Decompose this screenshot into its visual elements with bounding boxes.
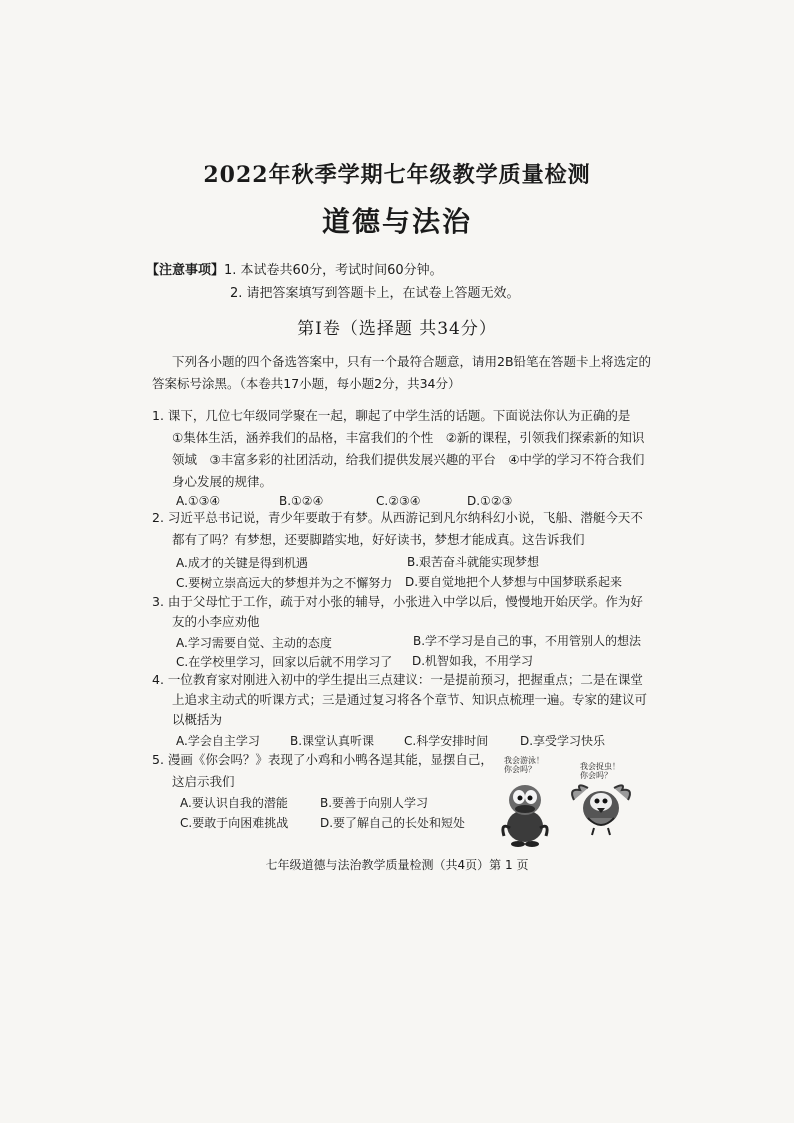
instruction-line-2: 答案标号涂黑。（本卷共17小题，每小题2分，共34分） bbox=[152, 376, 461, 391]
question-4-line-3: 以概括为 bbox=[172, 712, 223, 727]
notice-item-2: 2. 请把答案填写到答题卡上，在试卷上答题无效。 bbox=[230, 286, 520, 301]
question-3-option-c[interactable]: C.在学校里学习，回家以后就不用学习了 bbox=[176, 655, 393, 669]
notice-label: 【注意事项】 bbox=[146, 263, 225, 278]
question-1-option-b[interactable]: B.①②④ bbox=[279, 494, 324, 508]
question-5-option-c[interactable]: C.要敢于向困难挑战 bbox=[180, 816, 289, 830]
question-4-line-1: 4. 一位教育家对刚进入初中的学生提出三点建议：一是提前预习，把握重点；二是在课堂 bbox=[152, 672, 643, 687]
question-5-line-2: 这启示我们 bbox=[172, 774, 235, 789]
question-3-line-1: 3. 由于父母忙于工作，疏于对小张的辅导，小张进入中学以后，慢慢地开始厌学。作为好 bbox=[152, 594, 643, 609]
question-1-option-d[interactable]: D.①②③ bbox=[467, 494, 513, 508]
question-5-option-b[interactable]: B.要善于向别人学习 bbox=[320, 796, 429, 810]
subject-title: 道德与法治 bbox=[321, 205, 472, 238]
question-4-option-a[interactable]: A.学会自主学习 bbox=[176, 734, 260, 748]
question-1-line-3: 领域 ③丰富多彩的社团活动，给我们提供发展兴趣的平台 ④中学的学习不符合我们 bbox=[172, 452, 645, 467]
chick-bubble-line-2: 你会吗？ bbox=[580, 771, 612, 781]
question-2-option-d[interactable]: D.要自觉地把个人梦想与中国梦联系起来 bbox=[405, 575, 623, 589]
notice-item-1: 1. 本试卷共60分，考试时间60分钟。 bbox=[224, 263, 443, 278]
question-2-option-b[interactable]: B.艰苦奋斗就能实现梦想 bbox=[407, 555, 540, 569]
question-4-option-c[interactable]: C.科学安排时间 bbox=[404, 734, 489, 748]
chick-bubble-line-1: 我会捉虫！ bbox=[580, 762, 620, 771]
question-1-option-a[interactable]: A.①③④ bbox=[176, 494, 221, 508]
section-title: 第Ⅰ卷（选择题 共34分） bbox=[297, 319, 497, 339]
question-3-option-d[interactable]: D.机智如我，不用学习 bbox=[412, 654, 534, 668]
question-5-line-1: 5. 漫画《你会吗？》表现了小鸡和小鸭各逞其能，显摆自己， bbox=[152, 752, 493, 767]
chick-cartoon-icon bbox=[566, 778, 636, 836]
instruction-line-1: 下列各小题的四个备选答案中，只有一个最符合题意，请用2B铅笔在答题卡上将选定的 bbox=[172, 354, 652, 369]
question-5-option-d[interactable]: D.要了解自己的长处和短处 bbox=[320, 816, 466, 830]
duck-cartoon-icon bbox=[490, 778, 560, 848]
question-1-line-4: 身心发展的规律。 bbox=[172, 474, 273, 489]
question-4-line-2: 上追求主动式的听课方式；三是通过复习将各个章节、知识点梳理一遍。专家的建议可 bbox=[172, 692, 648, 707]
question-5-option-a[interactable]: A.要认识自我的潜能 bbox=[180, 796, 288, 810]
duck-bubble-line-1: 我会游泳！ bbox=[504, 756, 544, 765]
duck-bubble-line-2: 你会吗？ bbox=[504, 765, 536, 775]
question-4-option-b[interactable]: B.课堂认真听课 bbox=[290, 734, 375, 748]
exam-title: 2022年秋季学期七年级教学质量检测 bbox=[203, 162, 591, 188]
question-1-line-1: 1. 课下，几位七年级同学聚在一起，聊起了中学生活的话题。下面说法你认为正确的是 bbox=[152, 408, 631, 423]
question-2-option-a[interactable]: A.成才的关键是得到机遇 bbox=[176, 556, 308, 570]
notice-block bbox=[146, 259, 443, 278]
question-1-line-2: ①集体生活，涵养我们的品格，丰富我们的个性 ②新的课程，引领我们探索新的知识 bbox=[172, 430, 645, 445]
question-3-option-b[interactable]: B.学不学习是自己的事，不用管别人的想法 bbox=[413, 634, 642, 648]
question-2-line-1: 2. 习近平总书记说，青少年要敢于有梦。从西游记到凡尔纳科幻小说，飞船、潜艇今天不 bbox=[152, 510, 643, 525]
question-2-line-2: 都有了吗？有梦想，还要脚踏实地，好好读书，梦想才能成真。这告诉我们 bbox=[172, 532, 585, 547]
question-1-option-c[interactable]: C.②③④ bbox=[376, 494, 421, 508]
duck-speech-bubble bbox=[504, 756, 544, 774]
question-3-line-2: 友的小李应劝他 bbox=[172, 614, 260, 629]
question-2-option-c[interactable]: C.要树立崇高远大的梦想并为之不懈努力 bbox=[176, 576, 393, 590]
page-footer: 七年级道德与法治教学质量检测（共4页）第 1 页 bbox=[265, 858, 529, 872]
question-4-option-d[interactable]: D.享受学习快乐 bbox=[520, 734, 606, 748]
question-3-option-a[interactable]: A.学习需要自觉、主动的态度 bbox=[176, 636, 332, 650]
